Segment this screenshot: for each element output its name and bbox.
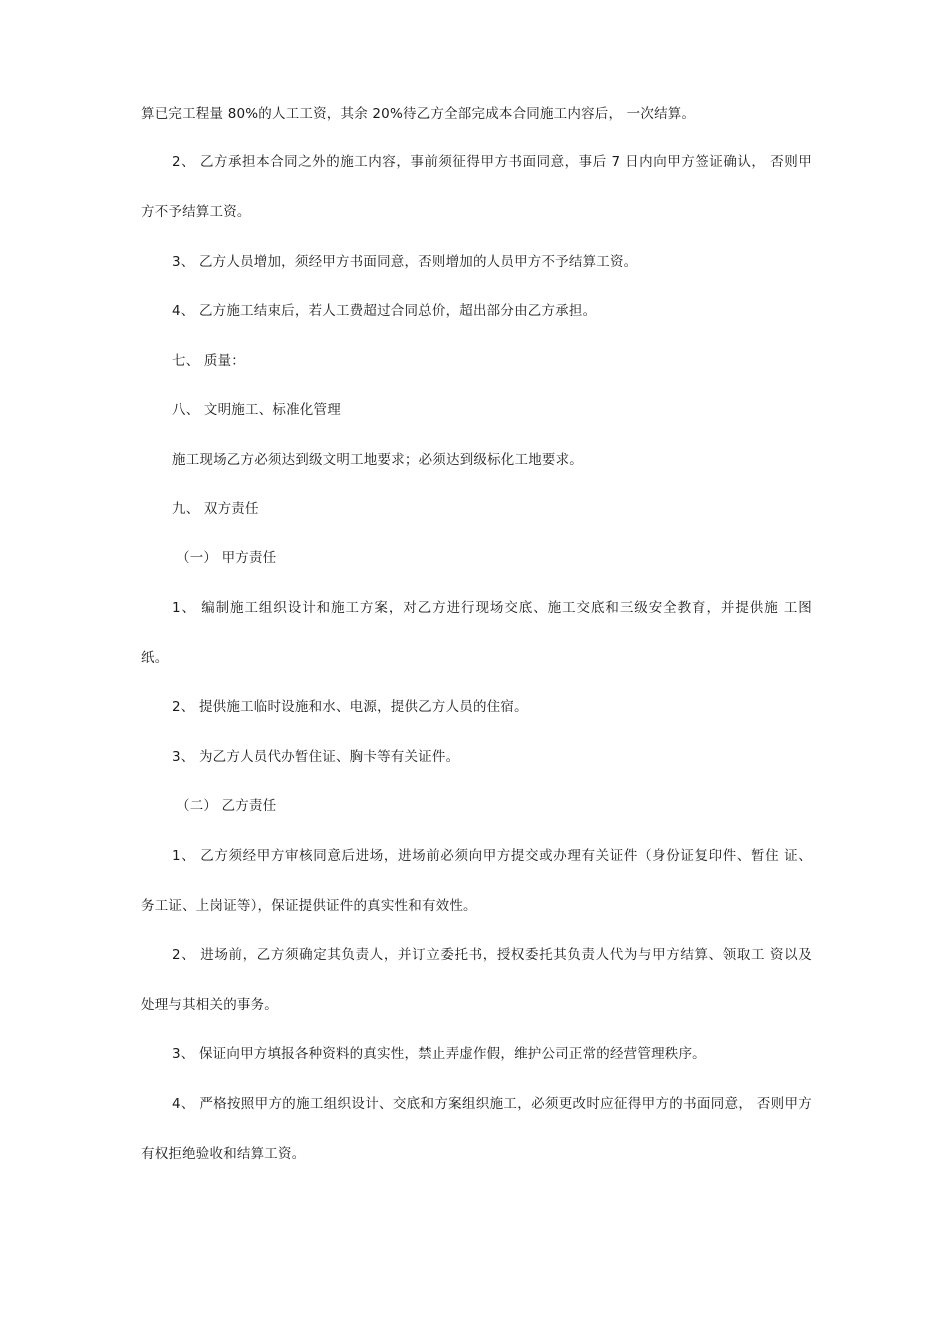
text-line: 处理与其相关的事务。 — [141, 997, 278, 1013]
text-line: 施工现场乙方必须达到级文明工地要求；必须达到级标化工地要求。 — [172, 452, 583, 468]
text-line: 4、 乙方施工结束后，若人工费超过合同总价，超出部分由乙方承担。 — [172, 303, 597, 319]
text-line: 纸。 — [141, 650, 169, 666]
text-line: 有权拒绝验收和结算工资。 — [141, 1146, 306, 1162]
text-line: 2、 乙方承担本合同之外的施工内容，事前须征得甲方书面同意，事后 7 日内向甲方签证确认， 否则甲 — [172, 154, 812, 170]
subsection-heading: （一） 甲方责任 — [176, 550, 277, 566]
text-line: 3、 乙方人员增加，须经甲方书面同意，否则增加的人员甲方不予结算工资。 — [172, 254, 638, 270]
section-heading: 九、 双方责任 — [172, 501, 259, 517]
text-line: 务工证、上岗证等），保证提供证件的真实性和有效性。 — [141, 898, 477, 914]
text-line: 4、 严格按照甲方的施工组织设计、交底和方案组织施工，必须更改时应征得甲方的书面同意， 否则甲方 — [172, 1096, 812, 1112]
text-line: 3、 为乙方人员代办暂住证、胸卡等有关证件。 — [172, 749, 460, 765]
text-line: 方不予结算工资。 — [141, 204, 251, 220]
text-line: 1、 乙方须经甲方审核同意后进场，进场前必须向甲方提交或办理有关证件（身份证复印件、暂住 证、 — [172, 848, 812, 864]
text-line: 算已完工程量 80%的人工工资，其余 20%待乙方全部完成本合同施工内容后， 一次结算。 — [141, 106, 696, 122]
text-line: 2、 进场前，乙方须确定其负责人，并订立委托书，授权委托其负责人代为与甲方结算、领取工 资以及 — [172, 947, 812, 963]
text-line: 2、 提供施工临时设施和水、电源，提供乙方人员的住宿。 — [172, 699, 528, 715]
text-line: 1、 编制施工组织设计和施工方案，对乙方进行现场交底、施工交底和三级安全教育，并提供施 工图 — [172, 600, 812, 616]
section-heading: 七、 质量： — [172, 353, 245, 369]
subsection-heading: （二） 乙方责任 — [176, 798, 277, 814]
text-line: 3、 保证向甲方填报各种资料的真实性，禁止弄虚作假，维护公司正常的经营管理秩序。 — [172, 1046, 706, 1062]
section-heading: 八、 文明施工、标准化管理 — [172, 402, 341, 418]
